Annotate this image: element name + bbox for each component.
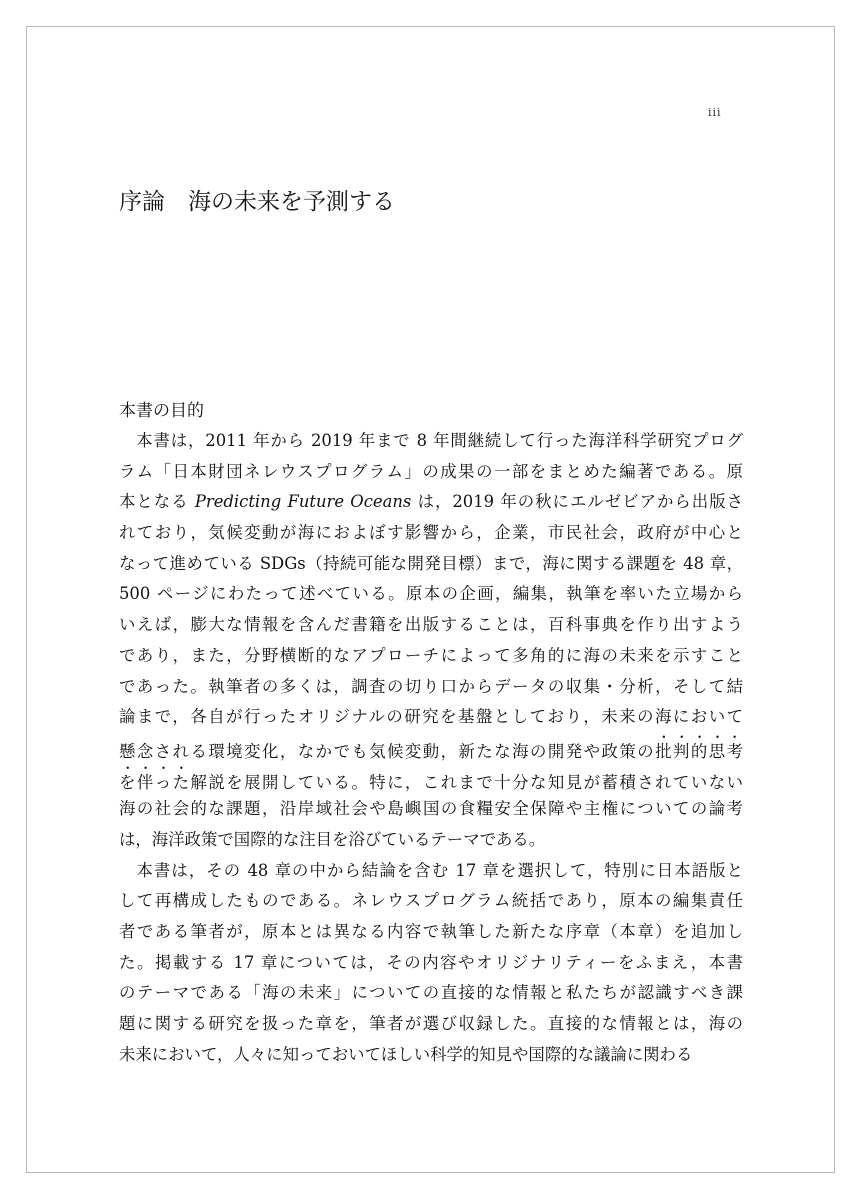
text-line xyxy=(119,426,743,457)
text-line xyxy=(119,702,743,733)
text-line xyxy=(119,549,743,580)
text-line xyxy=(119,610,743,641)
text-run: のテーマである「海の未来」についての直接的な情報と私たちが認識すべき課 xyxy=(119,983,743,1003)
text-run: いえば，膨大な情報を含んだ書籍を出版することは，百科事典を作り出すよう xyxy=(119,615,743,635)
text-run: 未来において，人々に知っておいてほしい科学的知見や国際的な議論に関わる xyxy=(119,1044,693,1064)
text-line xyxy=(119,948,743,979)
text-run: であった。執筆者の多くは，調査の切り口からデータの収集・分析，そして結 xyxy=(119,676,743,696)
emphasis-dots: を伴った xyxy=(119,772,191,792)
text-run: 500 ページにわたって述べている。原本の企画，編集，執筆を率いた立場から xyxy=(119,584,743,604)
book-title-italic: Predicting Future Oceans xyxy=(194,492,412,512)
text-run: ラム「日本財団ネレウスプログラム」の成果の一部をまとめた編著である。原 xyxy=(119,461,743,481)
text-run: なって進めている SDGs（持続可能な開発目標）まで，海に関する課題を 48 章， xyxy=(119,553,743,573)
text-line xyxy=(119,579,743,610)
text-line xyxy=(119,886,743,917)
text-run: 懸念される環境変化，なかでも気候変動，新たな海の開発や政策の xyxy=(119,741,656,761)
text-run: 本となる xyxy=(119,492,195,512)
text-run: して再構成したものである。ネレウスプログラム統括であり，原本の編集責任 xyxy=(119,891,743,911)
text-run: 者である筆者が，原本とは異なる内容で執筆した新たな序章（本章）を追加し xyxy=(119,922,743,941)
text-run: は，海洋政策で国際的な注目を浴びているテーマである。 xyxy=(119,829,546,849)
chapter-title: 序論 海の未来を予測する xyxy=(119,189,395,215)
text-run: れており，気候変動が海におよぼす影響から，企業，市民社会，政府が中心と xyxy=(119,523,743,543)
section-heading: 本書の目的 xyxy=(119,401,204,421)
text-line xyxy=(119,733,743,764)
text-line xyxy=(119,794,743,825)
text-run: た。掲載する 17 章については，その内容やオリジナリティーをふまえ，本書 xyxy=(119,952,743,972)
text-line xyxy=(119,917,743,948)
text-run: 題に関する研究を扱った章を，筆者が選び収録した。直接的な情報とは，海の xyxy=(119,1014,743,1034)
text-line xyxy=(119,1040,743,1071)
text-run: は，2019 年の秋にエルゼビアから出版さ xyxy=(411,492,743,512)
text-run: であり，また，分野横断的なアプローチによって多角的に海の未来を示すこと xyxy=(119,645,743,665)
text-line xyxy=(119,457,743,488)
page-number: iii xyxy=(708,106,722,119)
text-line xyxy=(119,518,743,549)
text-line xyxy=(119,825,743,856)
text-line xyxy=(119,856,743,887)
text-run: 解説を展開している。特に，これまで十分な知見が蓄積されていない xyxy=(190,772,743,792)
text-line xyxy=(119,672,743,703)
text-run: 論まで，各自が行ったオリジナルの研究を基盤としており，未来の海において xyxy=(119,707,743,727)
emphasis-dots: 批判的思考 xyxy=(655,741,743,761)
text-line xyxy=(119,487,743,518)
body-text xyxy=(119,426,743,1070)
text-run: 本書は，その 48 章の中から結論を含む 17 章を選択して，特別に日本語版と xyxy=(119,860,743,880)
text-line xyxy=(119,978,743,1009)
text-line xyxy=(119,764,743,795)
text-run: 本書は，2011 年から 2019 年まで 8 年間継続して行った海洋科学研究プログ xyxy=(119,431,743,450)
text-line xyxy=(119,641,743,672)
text-line xyxy=(119,1009,743,1040)
text-run: 海の社会的な課題，沿岸域社会や島嶼国の食糧安全保障や主権についての論考 xyxy=(119,799,743,819)
